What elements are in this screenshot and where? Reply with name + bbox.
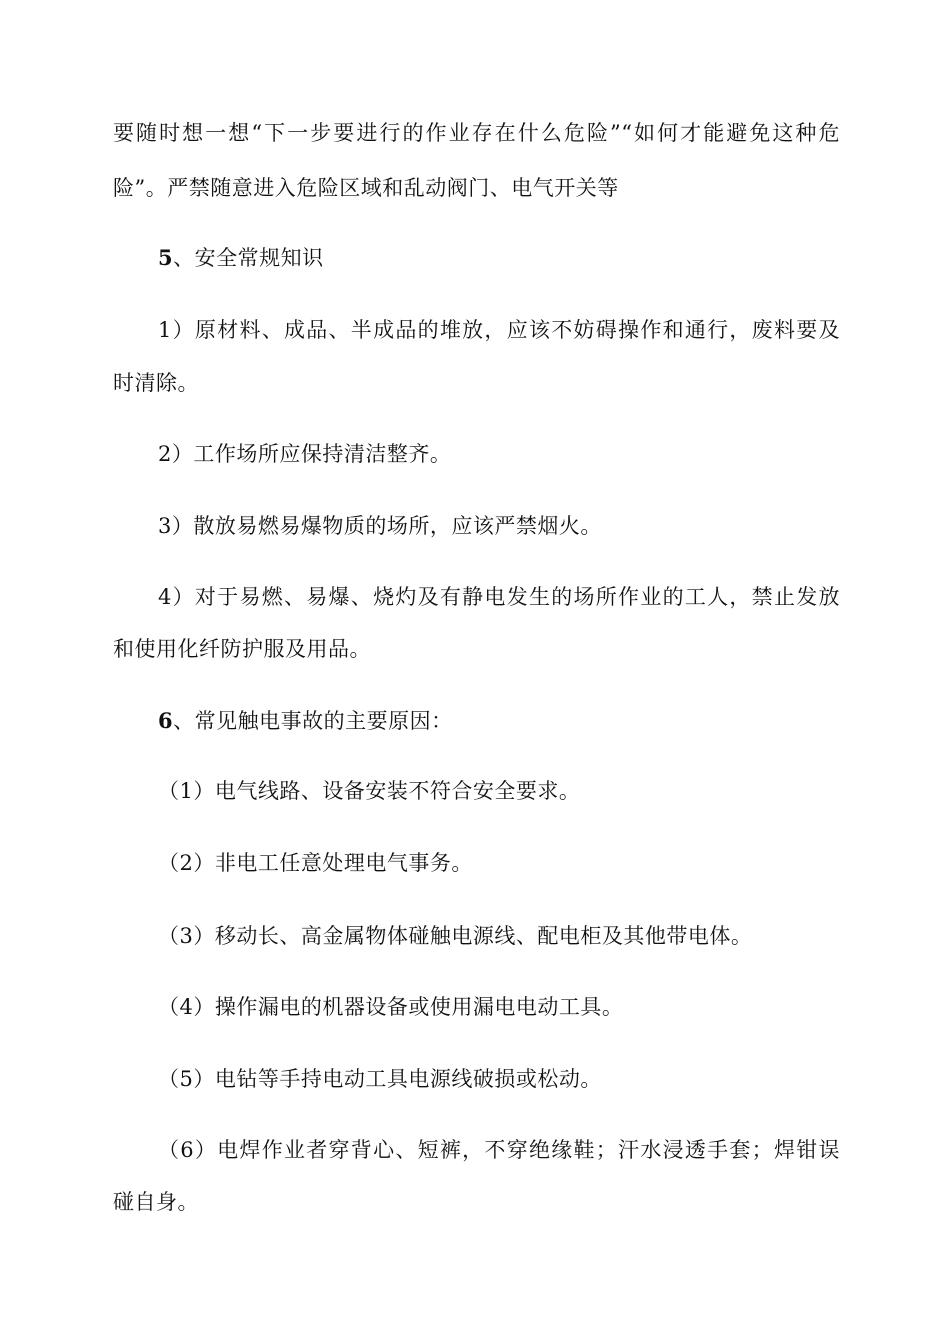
section-heading-5	[158, 243, 888, 273]
cause-item: （1）电气线路、设备安装不符合安全要求。	[158, 779, 581, 803]
list-item-line: 1）原材料、成品、半成品的堆放，应该不妨碍操作和通行，废料要及	[158, 318, 840, 342]
section-number: 6	[158, 708, 174, 733]
cause-item: （5）电钻等手持电动工具电源线破损或松动。	[158, 1067, 602, 1091]
list-item-line: 时清除。	[113, 371, 199, 395]
paragraph-line: 险”。严禁随意进入危险区域和乱动阀门、电气开关等	[113, 176, 619, 200]
list-item-line: 4）对于易燃、易爆、烧灼及有静电发生的场所作业的工人，禁止发放	[158, 585, 840, 609]
section-number: 5	[158, 245, 174, 270]
list-item-line: 和使用化纤防护服及用品。	[113, 637, 371, 661]
paragraph-line: 要随时想一想“下一步要进行的作业存在什么危险”“如何才能避免这种危	[113, 121, 840, 145]
section-heading-6	[158, 706, 888, 736]
list-item: 2）工作场所应保持清洁整齐。	[158, 442, 452, 466]
section-title: 、安全常规知识	[173, 246, 324, 270]
cause-item-line: （6）电焊作业者穿背心、短裤，不穿绝缘鞋；汗水浸透手套；焊钳误	[158, 1138, 840, 1162]
cause-item: （3）移动长、高金属物体碰触电源线、配电柜及其他带电体。	[158, 924, 753, 948]
list-item: 3）散放易燃易爆物质的场所，应该严禁烟火。	[158, 514, 602, 538]
cause-item: （2）非电工任意处理电气事务。	[158, 851, 473, 875]
cause-item-line: 碰自身。	[113, 1190, 199, 1214]
cause-item: （4）操作漏电的机器设备或使用漏电电动工具。	[158, 995, 624, 1019]
section-title: 、常见触电事故的主要原因：	[173, 709, 453, 733]
